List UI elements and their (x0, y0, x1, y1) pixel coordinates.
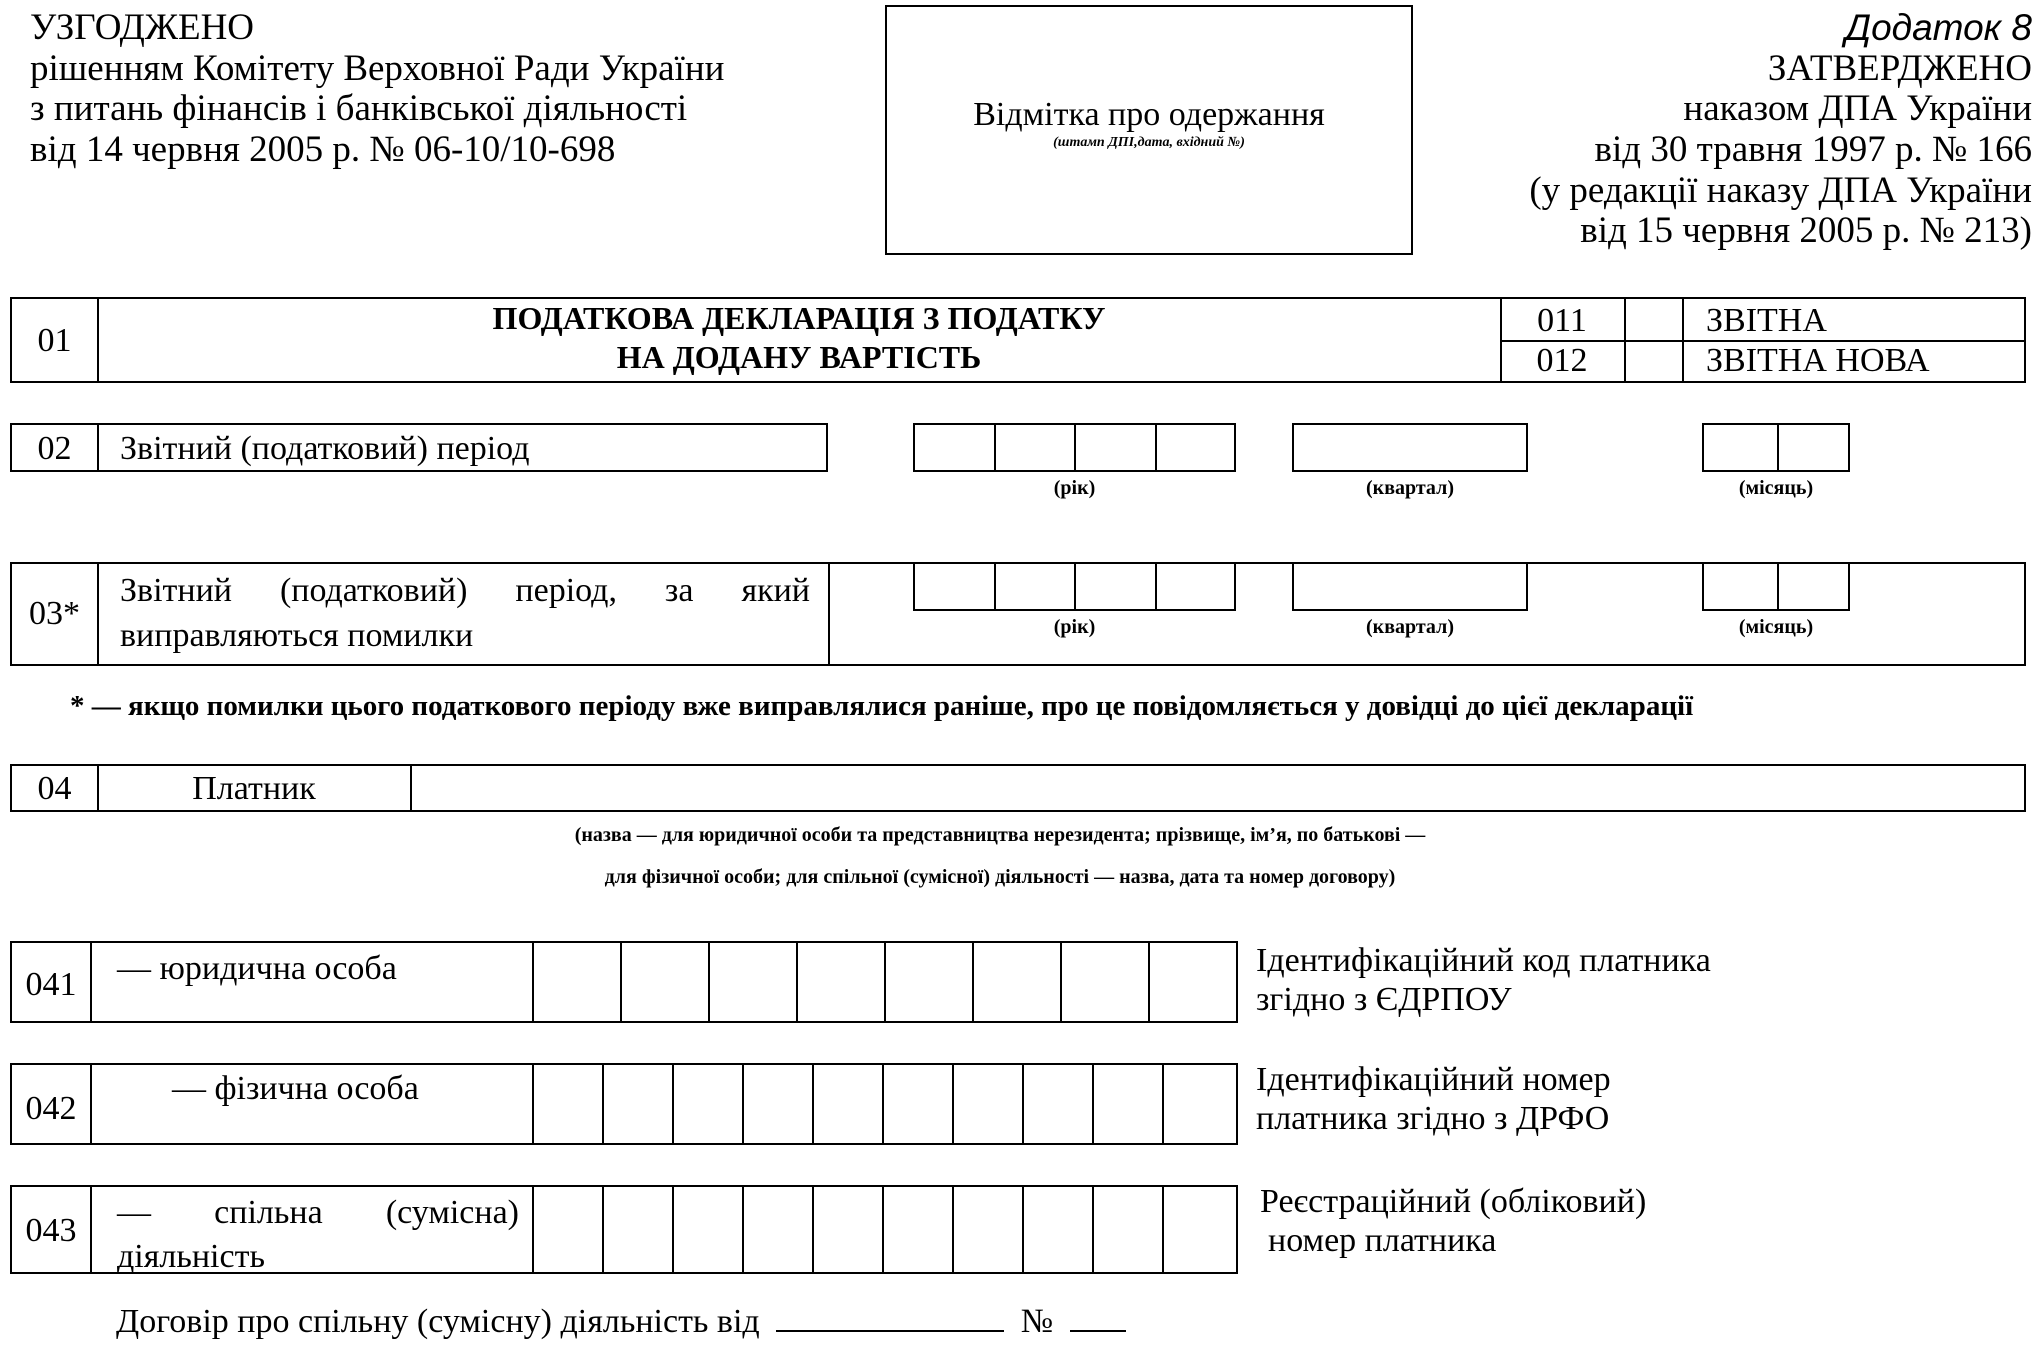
declaration-title-line1: ПОДАТКОВА ДЕКЛАРАЦІЯ З ПОДАТКУ (492, 300, 1106, 336)
approved-block (1412, 8, 2032, 252)
joint-activity-code: 043 (25, 1212, 77, 1249)
individual-desc-line2: платника згідно з ДРФО (1256, 1100, 1610, 1138)
correction-year-field[interactable] (913, 562, 1236, 611)
correction-footnote: * — якщо помилки цього податкового періоду вже виправлялися раніше, про це повідомляється у довідці до цієї декларації (70, 690, 1694, 722)
period-month-field[interactable] (1702, 423, 1850, 472)
legal-entity-desc-line1: Ідентифікаційний код платника (1256, 942, 1711, 979)
joint-activity-label: — спільна (сумісна) діяльність (117, 1194, 519, 1275)
approved-line1: наказом ДПА України (1683, 88, 2032, 130)
contract-line (116, 1300, 1126, 1341)
period-year-label: (рік) (1053, 477, 1096, 499)
contract-text: Договір про спільну (сумісну) діяльність від (116, 1303, 760, 1340)
correction-month-field[interactable] (1702, 562, 1850, 611)
joint-activity-row (10, 1185, 1238, 1274)
joint-activity-desc-line2: номер платника (1268, 1222, 1497, 1260)
approved-title: ЗАТВЕРДЖЕНО (1767, 47, 2032, 89)
legal-entity-row (10, 941, 1238, 1023)
payer-row (10, 764, 2026, 812)
agreed-line3: від 14 червня 2005 р. № 06-10/10-698 (30, 129, 616, 171)
type-code-011: 011 (1537, 302, 1587, 339)
approved-line3: (у редакції наказу ДПА України (1529, 169, 2032, 211)
joint-activity-desc (1260, 1182, 1646, 1260)
period-year-field[interactable] (913, 423, 1236, 472)
period-code: 02 (37, 430, 72, 467)
drfo-number-field[interactable] (532, 1065, 1236, 1143)
payer-note-line2: для фізичної особи; для спільної (сумісної) діяльності — назва, дата та номер договору) (604, 866, 1396, 888)
receipt-stamp-box (885, 5, 1413, 255)
declaration-header (10, 297, 2026, 383)
period-quarter-field[interactable] (1292, 423, 1528, 472)
agreed-line1: рішенням Комітету Верховної Ради України (30, 47, 725, 89)
correction-year-label: (рік) (1053, 616, 1096, 638)
payer-name-field[interactable] (412, 766, 2024, 810)
correction-label: Звітний (податковий) період, за який виправляються помилки (120, 572, 810, 654)
agreed-block (30, 8, 830, 171)
type-reporting-label: ЗВІТНА (1706, 302, 1827, 339)
approved-line2: від 30 травня 1997 р. № 166 (1594, 129, 2032, 171)
period-month-label: (місяць) (1738, 477, 1814, 499)
appendix-label: Додаток 8 (1845, 7, 2032, 48)
legal-entity-desc-line2: згідно з ЄДРПОУ (1256, 981, 1512, 1019)
payer-label: Платник (192, 770, 316, 807)
period-quarter-label: (квартал) (1366, 477, 1454, 499)
edrpou-code-field[interactable] (532, 943, 1236, 1021)
registration-number-field[interactable] (532, 1187, 1236, 1272)
joint-activity-desc-line1: Реєстраційний (обліковий) (1260, 1183, 1647, 1220)
approved-line4: від 15 червня 2005 р. № 213) (1580, 210, 2032, 252)
declaration-title-line2: НА ДОДАНУ ВАРТІСТЬ (616, 339, 982, 375)
agreed-title: УЗГОДЖЕНО (30, 7, 255, 48)
type-new-reporting-checkbox[interactable] (1626, 340, 1682, 381)
payer-note-line1: (назва — для юридичної особи та представництва нерезидента; прізвище, ім’я, по батькові — (574, 824, 1426, 846)
payer-code: 04 (37, 770, 72, 807)
contract-number-sign: № (1020, 1303, 1054, 1340)
declaration-title (99, 299, 1499, 377)
correction-code: 03* (29, 595, 80, 632)
type-code-012: 012 (1536, 342, 1588, 379)
correction-quarter-field[interactable] (1292, 562, 1528, 611)
legal-entity-desc (1256, 941, 1711, 1019)
correction-row (10, 562, 2026, 666)
individual-code: 042 (25, 1090, 77, 1127)
individual-desc-line1: Ідентифікаційний номер (1256, 1061, 1611, 1098)
period-row (10, 423, 828, 472)
type-new-reporting-label: ЗВІТНА НОВА (1706, 342, 1930, 379)
receipt-stamp-hint: (штамп ДПІ,дата, вхідний №) (1053, 135, 1245, 150)
contract-number-field[interactable] (1070, 1300, 1126, 1332)
individual-desc (1256, 1060, 1611, 1138)
legal-entity-code: 041 (25, 966, 77, 1003)
header-code: 01 (37, 322, 72, 359)
correction-quarter-label: (квартал) (1366, 616, 1454, 638)
agreed-line2: з питань фінансів і банківської діяльності (30, 88, 688, 130)
individual-label: — фізична особа (172, 1070, 419, 1107)
receipt-stamp-label: Відмітка про одержання (973, 96, 1325, 133)
individual-row (10, 1063, 1238, 1145)
type-reporting-checkbox[interactable] (1626, 299, 1682, 340)
period-label: Звітний (податковий) період (120, 430, 530, 467)
contract-date-field[interactable] (776, 1300, 1004, 1332)
correction-month-label: (місяць) (1738, 616, 1814, 638)
legal-entity-label: — юридична особа (117, 950, 397, 987)
